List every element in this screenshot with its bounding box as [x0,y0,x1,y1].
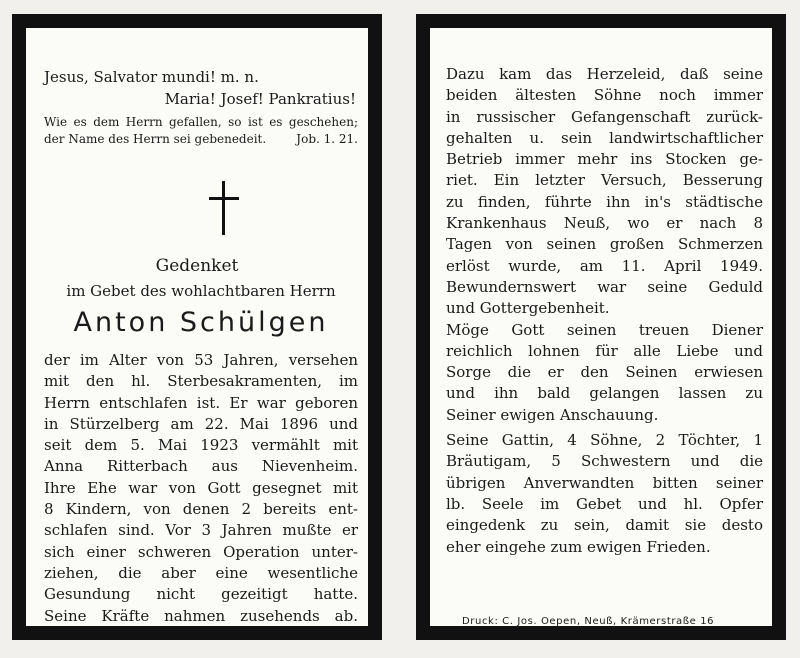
gebet-line: im Gebet des wohlachtbaren Herrn [66,282,336,300]
printer-imprint: Druck: C. Jos. Oepen, Neuß, Krämerstraße 16 [462,616,715,627]
body-line: schlafen sind. Vor 3 Jahren mußte er [44,521,358,540]
right-card-panel [430,28,772,626]
para1-line: Bewundernswert war seine Geduld [446,277,763,296]
body-line: sich einer schweren Operation unter- [44,542,358,561]
bible-motto [44,114,358,147]
para1-line: gehalten u. sein landwirtschaftlicher [446,128,763,147]
para1-line: in russischer Gefangenschaft zurück- [446,107,763,126]
body-line: Ihre Ehe war von Gott gesegnet mit [44,478,358,497]
para1-line: riet. Ein letzter Versuch, Besserung [446,171,763,190]
body-line: Herrn entschlafen ist. Er war geboren [44,393,358,412]
para2-line: Seiner ewigen Anschauung. [446,405,659,424]
invocation-line-1: Jesus, Salvator mundi! m. n. [44,68,259,86]
para1-line: Dazu kam das Herzeleid, daß seine [446,65,763,83]
para1-line: Krankenhaus Neuß, wo er nach 8 [446,214,763,233]
motto-text: Wie es dem Herrn gefallen, so ist es geschehen; der Name des Herrn sei gebenedeit. [44,115,358,146]
para2-line: Möge Gott seinen treuen Diener [446,320,763,339]
para3-line: übrigen Anverwandten bitten seiner [446,473,763,492]
para1-line: Betrieb immer mehr ins Stocken ge- [446,150,763,169]
para1-line: beiden ältesten Söhne noch immer [446,86,763,105]
body-line: Gesundung nicht gezeitigt hatte. [44,585,358,604]
body-line: Anna Ritterbach aus Nievenheim. [44,457,358,476]
invocation [44,66,356,110]
body-line: der im Alter von 53 Jahren, versehen [44,351,358,369]
para1-line: und Gottergebenheit. [446,299,610,318]
body-line: Seine Kräfte nahmen zusehends ab. [44,606,358,625]
para3-line: lb. Seele im Gebet und hl. Opfer [446,494,763,513]
body-line: mit den hl. Sterbesakramenten, im [44,372,358,391]
body-line: 8 Kindern, von denen 2 bereits ent- [44,500,358,519]
para3-line: eher eingehe zum ewigen Frieden. [446,537,711,556]
cross-icon [209,181,239,235]
body-line: in Stürzelberg am 22. Mai 1896 und [44,414,358,433]
para2-line: Sorge die er den Seinen erwiesen [446,363,763,382]
gedenket-heading: Gedenket [155,256,239,276]
left-card-panel [26,28,368,626]
deceased-name: Anton Schülgen [73,307,329,338]
motto-source: Job. 1. 21. [296,131,358,146]
para3-line: eingedenk zu sein, damit sie desto [446,516,763,535]
para1-line: erlöst wurde, am 11. April 1949. [446,256,763,275]
right-card [416,14,786,640]
left-body-text [44,350,358,627]
invocation-line-2: Maria! Josef! Pankratius! [164,90,356,108]
para1-line: Tagen von seinen großen Schmerzen [446,235,763,254]
para2-line: und ihn bald gelangen lassen zu [446,384,763,403]
body-line: ziehen, die aber eine wesentliche [44,563,358,582]
para3-line: Seine Gattin, 4 Söhne, 2 Töchter, 1 [446,431,763,450]
para2-line: reichlich lohnen für alle Liebe und [446,341,763,360]
body-line: seit dem 5. Mai 1923 vermählt mit [44,436,358,455]
para3-line: Bräutigam, 5 Schwestern und die [446,452,763,471]
right-body-text [446,64,763,558]
left-card [12,14,382,640]
para1-line: zu finden, führte ihn in's städtische [446,192,763,211]
